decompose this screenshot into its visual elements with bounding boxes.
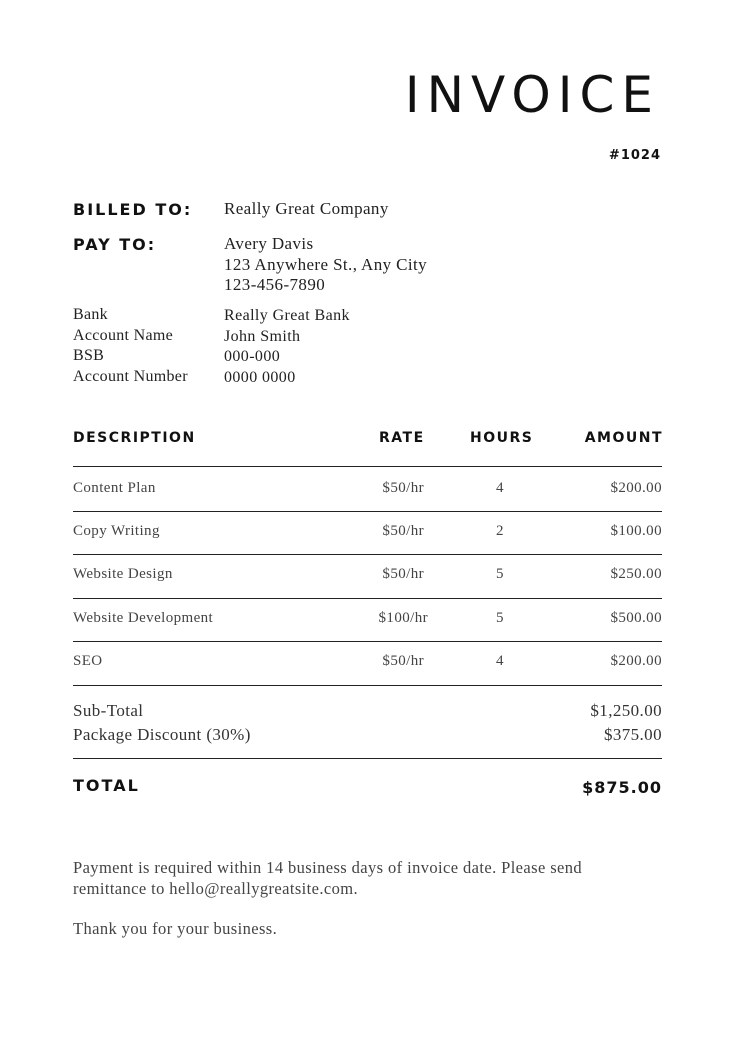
subtotal-label: Sub-Total [73, 701, 144, 720]
table-divider [73, 554, 662, 555]
account-name-value: John Smith [224, 327, 301, 345]
row-description: SEO [73, 653, 103, 669]
row-rate: $50/hr [382, 480, 424, 496]
payment-note [73, 858, 673, 899]
bank-labels [73, 305, 188, 387]
thank-you-note: Thank you for your business. [73, 919, 278, 938]
table-divider [73, 641, 662, 642]
row-amount: $200.00 [610, 480, 662, 496]
row-amount: $100.00 [610, 523, 662, 539]
bsb-value: 000-000 [224, 348, 281, 365]
account-number-value: 0000 0000 [224, 368, 296, 386]
pay-to-label: PAY TO: [73, 235, 157, 254]
total-divider [73, 758, 662, 759]
row-rate: $50/hr [382, 566, 424, 582]
row-amount: $200.00 [610, 653, 662, 669]
bank-label: Bank [73, 306, 108, 323]
table-divider [73, 598, 662, 599]
pay-to-address: 123 Anywhere St., Any City [224, 254, 428, 274]
total-value: $875.00 [582, 778, 662, 797]
payment-note-line: remittance to hello@reallygreatsite.com. [73, 878, 359, 898]
row-amount: $500.00 [610, 610, 662, 626]
row-hours: 2 [496, 523, 504, 539]
bank-values [224, 306, 350, 388]
row-description: Copy Writing [73, 523, 160, 539]
account-number-label: Account Number [73, 367, 188, 385]
row-rate: $100/hr [378, 610, 428, 626]
table-divider [73, 685, 662, 686]
header-amount: AMOUNT [584, 430, 663, 446]
payment-note-line: Payment is required within 14 business days of invoice date. Please send [73, 858, 583, 877]
row-hours: 5 [496, 566, 504, 582]
header-rate: RATE [379, 430, 425, 446]
billed-to-label: BILLED TO: [73, 200, 193, 219]
discount-value: $375.00 [603, 725, 662, 744]
account-name-label: Account Name [73, 326, 174, 344]
row-hours: 4 [496, 480, 504, 496]
row-description: Content Plan [73, 480, 156, 496]
row-amount: $250.00 [610, 566, 662, 582]
row-description: Website Development [73, 610, 214, 626]
subtotal-value: $1,250.00 [590, 701, 662, 720]
header-hours: HOURS [470, 430, 534, 446]
table-divider [73, 466, 662, 467]
header-description: DESCRIPTION [73, 430, 196, 446]
row-description: Website Design [73, 566, 173, 582]
table-divider [73, 511, 662, 512]
pay-to-phone: 123-456-7890 [224, 275, 326, 294]
row-rate: $50/hr [382, 523, 424, 539]
invoice-number: #1024 [608, 148, 661, 163]
bsb-label: BSB [73, 347, 105, 364]
pay-to-name: Avery Davis [224, 234, 314, 253]
row-hours: 4 [496, 653, 504, 669]
invoice-title: INVOICE [404, 66, 660, 124]
billed-to-company: Really Great Company [224, 199, 389, 218]
row-rate: $50/hr [382, 653, 424, 669]
pay-to-details [224, 234, 427, 296]
discount-label: Package Discount (30%) [73, 725, 251, 744]
row-hours: 5 [496, 610, 504, 626]
total-label: TOTAL [73, 776, 140, 795]
bank-value: Really Great Bank [224, 307, 350, 324]
